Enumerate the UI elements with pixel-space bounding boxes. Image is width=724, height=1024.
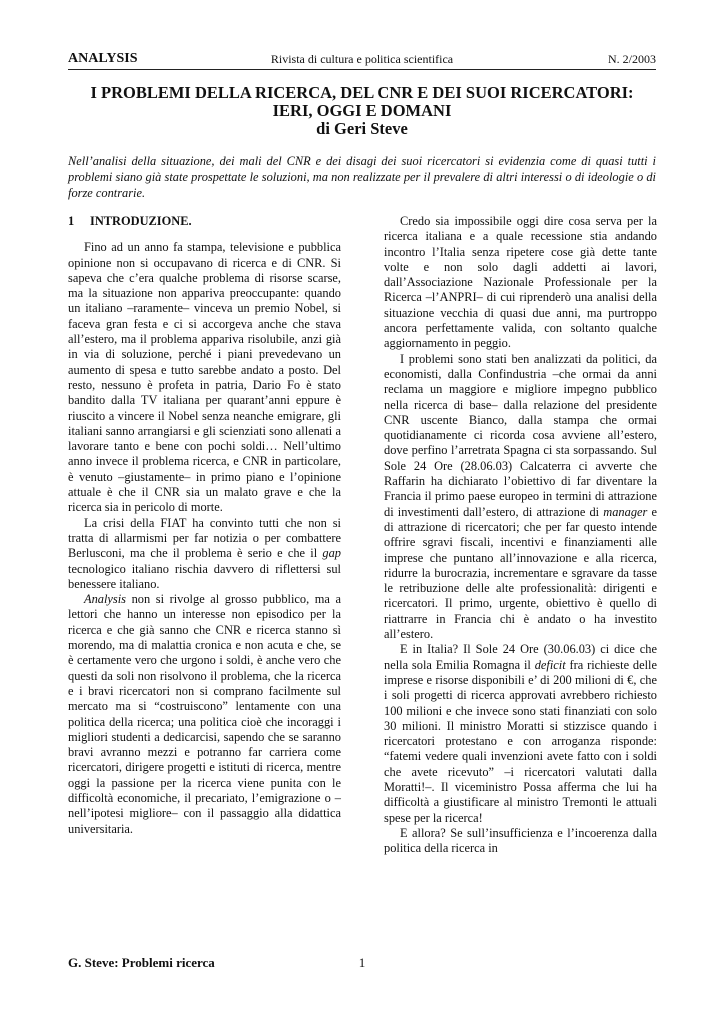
section-heading xyxy=(68,214,341,229)
article-author: di Geri Steve xyxy=(316,119,408,138)
article-abstract: Nell’analisi della situazione, dei mali del CNR e dei disagi dei suoi ricercatori si evidenzia come di quasi tutti i problemi siano già state prospettate le soluzioni, ma non realizzate per il prevalere di altri interessi o di ideologie o di forze contrarie. xyxy=(68,154,656,200)
journal-subtitle: Rivista di cultura e politica scientifica xyxy=(270,52,454,66)
paragraph: Credo sia impossibile oggi dire cosa serva per la ricerca italiana e a quale recessione stia andando incontro l’Italia senza ripetere cose già dette tante volte e non solo dagli addetti ai lavori, dall’Associazione Nazionale Professionale per la Ricerca –l’ANPRI– di cui riprenderò una analisi della situazione vecchia di quasi due anni, ma purtroppo ancora perfettamente valida, con soltanto qualche aggiornamento in peggio. xyxy=(384,214,657,351)
italic-term: manager xyxy=(603,504,648,519)
issue-number: N. 2/2003 xyxy=(608,52,656,66)
text-run: fra richieste delle imprese e risorse disponibili e’ di 200 milioni di €, che i soli progetti di ricerca approvati avrebbero richiesto 100 milioni e che invece sono stati finanziati con solo 30 milioni. Il ministro Moratti si stizzisce quando i ricercatori protestano e con arroganza risponde: “fatemi vedere quali invenzioni avete fatto con i soldi che avete ricevuto” –i ricercatori valutati dalla Moratti!–. Il viceministro Possa afferma che lui ha difficoltà a giustificare al ministro Tremonti le attuali spese per la ricerca! xyxy=(384,657,657,825)
text-run: non si rivolge al grosso pubblico, ma a lettori che hanno un interesse non episodico per la ricerca e che già sanno che CNR e ricerca stanno sì morendo, ma di malattia cronica e non acuta e che, se è certamente vero che urgono i soldi, è anche vero che questi da soli non risolvono il problema, che la ricerca e i bravi ricercatori non si comprano facilmente sul mercato ma si “costruiscono” lentamente con una politica della ricerca; una politica cioè che incoraggi i migliori studenti a dedicarcisi, sapendo che se saranno bravi avranno mezzi e potranno far carriera come ricercatori, dirigere progetti e istituti di ricerca, mentre oggi la passione per la ricerca viene punita con le difficoltà economiche, il precariato, l’emigrazione o –nell’ipotesi migliore– con il passaggio alla didattica universitaria. xyxy=(68,592,341,836)
paragraph xyxy=(384,352,657,643)
text-run: I problemi sono stati ben analizzati da politici, da economisti, dalla Confindustria –che ormai da anni reclama un maggiore e migliore impegno pubblico nella ricerca di base– dalla relazione del presidente CNR uscente Bianco, dalla stampa che ormai quotidianamente ci ricorda cosa avviene all’estero, dove perfino l’arretrata Spagna ci sta sorpassando. Sul Sole 24 Ore (28.06.03) Calcaterra ci avverte che Raffarin ha dichiarato l’obiettivo di far diventare la Francia il primo paese europeo in termini di attrazione di investimenti dall’estero, di attrazione di xyxy=(384,351,657,519)
journal-name: ANALYSIS xyxy=(68,51,138,66)
text-run: E in Italia? Il Sole 24 Ore (30.06.03) ci dice che nella sola Emilia Romagna il xyxy=(384,642,657,672)
paragraph xyxy=(68,516,341,592)
text-run: La crisi della FIAT ha convinto tutti che non si tratta di allarmismi per far notizia o per combattere Berlusconi, ma che il problema è serio e che il xyxy=(68,515,341,561)
paragraph: Fino ad un anno fa stampa, televisione e pubblica opinione non si occupavano di ricerca e di CNR. Si sapeva che c’era qualche problema di risorse scarse, ma la situazione non appariva preoccupante: quando un italiano –raramente– vinceva un premio Nobel, si faceva gran festa e ci si accorgeva anche che stava all’estero, ma il problema appariva risolubile, anzi già in via di soluzione, perché i piani prevedevano un aumento di spesa e tutto sarebbe andato a posto. Del resto, nessuno è profeta in patria, Dario Fo è stato bandito dalla TV italiana per quarant’anni eppure è riuscito a vincere il Nobel senza neanche emigrare, gli italiani sanno arrangiarsi e gli scienziati sono allenati a lavorare tanto e bene con pochi soldi… Nell’ultimo anno invece il problema ricerca, e CNR in particolare, è venuto –giustamente– in primo piano e l’opinione attuale è che il CNR sia un malato grave e che la ricerca sia in pericolo di morte. xyxy=(68,240,341,515)
running-header xyxy=(68,51,656,70)
text-run: tecnologico italiano rischia davvero di riflettersi sul benessere italiano. xyxy=(68,561,341,591)
page-number: 1 xyxy=(358,955,366,970)
left-column xyxy=(68,214,341,837)
text-run: e di attrazione di ricercatori; che per far questo intende offrire sgravi fiscali, incentivi e finanziamenti alle imprese che puntano all’innovazione e alla ricerca, ridurre la burocrazia, incrementare e sgravare da tasse le retribuzione delle alte professionalità: dirigenti e ricercatori. Il primo, urgente, obiettivo è quello di riattrarre in Francia chi è andato o ha investito all’estero. xyxy=(384,504,657,642)
italic-term: deficit xyxy=(534,657,566,672)
paragraph xyxy=(384,642,657,826)
article-title-line-1: I PROBLEMI DELLA RICERCA, DEL CNR E DEI SUOI RICERCATORI: xyxy=(90,83,634,102)
paragraph: E allora? Se sull’insufficienza e l’incoerenza dalla politica della ricerca in xyxy=(384,825,657,856)
running-footer xyxy=(68,955,656,973)
section-title: INTRODUZIONE. xyxy=(90,214,192,228)
footer-title: G. Steve: Problemi ricerca xyxy=(68,955,215,970)
italic-term: Analysis xyxy=(84,592,126,607)
section-number: 1 xyxy=(68,214,75,228)
italic-term: gap xyxy=(322,546,341,561)
paragraph xyxy=(68,592,341,837)
article-title-line-2: IERI, OGGI E DOMANI xyxy=(272,101,452,120)
article-title-block xyxy=(60,84,664,138)
right-column xyxy=(384,214,657,856)
